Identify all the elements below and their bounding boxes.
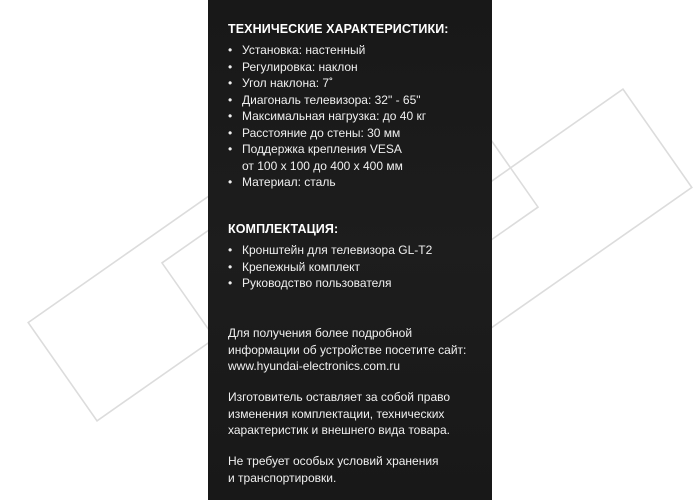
bullet-icon: • bbox=[228, 175, 233, 189]
bullet-icon: • bbox=[228, 92, 233, 107]
list-item: • Регулировка: наклон bbox=[228, 59, 358, 74]
bullet-icon: • bbox=[228, 142, 233, 156]
info-paragraph: Для получения более подробной информации об устройстве посетите сайт: www.hyundai-electronics.com.ru bbox=[228, 325, 498, 375]
specs-heading: ТЕХНИЧЕСКИЕ ХАРАКТЕРИСТИКИ: bbox=[228, 22, 449, 36]
list-item: • Материал: сталь bbox=[228, 175, 336, 189]
bullet-icon: • bbox=[228, 276, 233, 290]
list-item: • Диагональ телевизора: 32" - 65" bbox=[228, 92, 421, 107]
list-item: • Кронштейн для телевизора GL-T2 bbox=[228, 243, 433, 257]
list-item: • Установка: настенный bbox=[228, 43, 366, 57]
list-item: • Руководство пользователя bbox=[228, 276, 392, 290]
bullet-icon: • bbox=[228, 125, 233, 140]
list-item: • Угол наклона: 7˚ bbox=[228, 76, 334, 90]
spec-panel bbox=[208, 0, 492, 500]
website-link[interactable]: www.hyundai-electronics.com.ru bbox=[228, 359, 401, 373]
storage-paragraph: Не требует особых условий хранения и транспортировки. bbox=[228, 454, 439, 485]
bullet-icon: • bbox=[228, 76, 233, 90]
bullet-icon: • bbox=[228, 259, 233, 274]
kit-heading: КОМПЛЕКТАЦИЯ: bbox=[228, 222, 339, 236]
bullet-icon: • bbox=[228, 109, 233, 123]
bullet-icon: • bbox=[228, 59, 233, 74]
disclaimer-paragraph: Изготовитель оставляет за собой право изменения комплектации, технических характеристик и внешнего вида товара. bbox=[228, 390, 451, 437]
list-item: • Расстояние до стены: 30 мм bbox=[228, 125, 401, 140]
list-item: • Максимальная нагрузка: до 40 кг bbox=[228, 109, 427, 123]
bullet-icon: • bbox=[228, 243, 233, 257]
kit-list bbox=[228, 242, 432, 292]
specs-list bbox=[228, 42, 426, 191]
vesa-range: от 100 х 100 до 400 х 400 мм bbox=[242, 158, 403, 173]
list-item: • Поддержка крепления VESA от 100 х 100 до 400 х 400 мм bbox=[228, 142, 403, 173]
list-item: • Крепежный комплект bbox=[228, 259, 361, 274]
bullet-icon: • bbox=[228, 43, 233, 57]
